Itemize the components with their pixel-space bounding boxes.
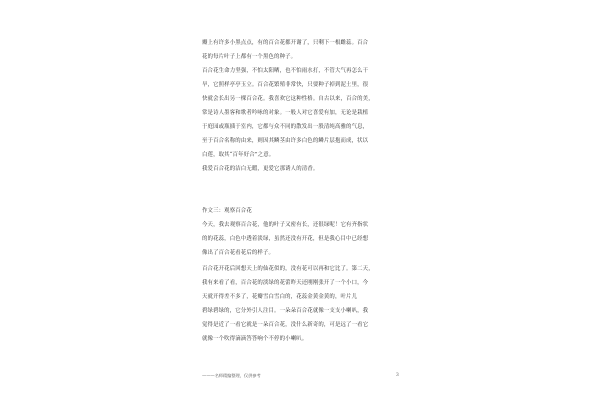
text-line: 百合花生命力坚强，不怕太阳晒，也不怕雨水打，不管大气再怎么干 — [202, 68, 369, 74]
text-line: 常是诗人墨客和歌者吟咏的对象。一般人对它喜爱有加，无论是栽植 — [202, 110, 369, 116]
text-line: 百合花开花后回想天上的仙花似的，没有花可以再和它比了。第二天， — [202, 266, 374, 272]
text-line: 白莲，取其“百年好合”之意。 — [202, 152, 275, 158]
text-line: 至于百合名称的由来，则因其鳞茎由许多白色的鳞片层抱而成，状以 — [202, 138, 369, 144]
text-line: 快就会长出另一棵百合花。我喜欢它这种性格。自古以来，百合的美， — [202, 96, 374, 102]
footer-note: ———名师精编整理，仅供参考 — [202, 373, 261, 378]
text-line: 我有来看了看，百合花的淡绿的花蕾昨天还刚刚张开了一个小口，今 — [202, 280, 369, 286]
text-line: 觉得是近了一看它就是一朵百合花，没什么新奇的，可是远了一看它 — [202, 322, 369, 328]
text-line: 天就开得差不多了，花瓣雪白雪白的，花蕊金黄金黄的，叶片儿 — [202, 294, 358, 300]
text-line: 就像一个吹得滴滴答答响个不停的小喇叭。 — [202, 336, 308, 342]
text-line: 瓣上有许多小黑点点，有的百合花都开谢了，只剩下一根雌蕊。百合 — [202, 40, 369, 46]
text-line: 的的花蕊，白色中透着淡绿，虽然还没有开花，但是我心目中已经想 — [202, 236, 369, 242]
text-line: 花的每片叶子上都有一个黑色的种子。 — [202, 54, 297, 60]
text-line: 像出了百合花看花后的样子。 — [202, 250, 275, 256]
text-line: 我爱百合花的洁白无暇，更爱它那诱人的清香。 — [202, 166, 319, 172]
page-number: 3 — [396, 373, 399, 378]
text-line: 于庭园或瓶插于室内，它都与众不同的散发出一股清纯高雅的气息， — [202, 124, 369, 130]
text-line: 旱，它照样亭亭玉立。百合花繁殖非常快，只要种子掉到泥土里，很 — [202, 82, 369, 88]
text-line: 今天，我去观察百合花，他的叶子又密有长，还很绿呢！它有齐指状 — [202, 222, 369, 228]
text-line: 碧绿碧绿的，它分外引人注目。一朵朵百合花就像一支支小喇叭，我 — [202, 308, 369, 314]
section-heading: 作文三：观察百合花 — [202, 208, 252, 214]
